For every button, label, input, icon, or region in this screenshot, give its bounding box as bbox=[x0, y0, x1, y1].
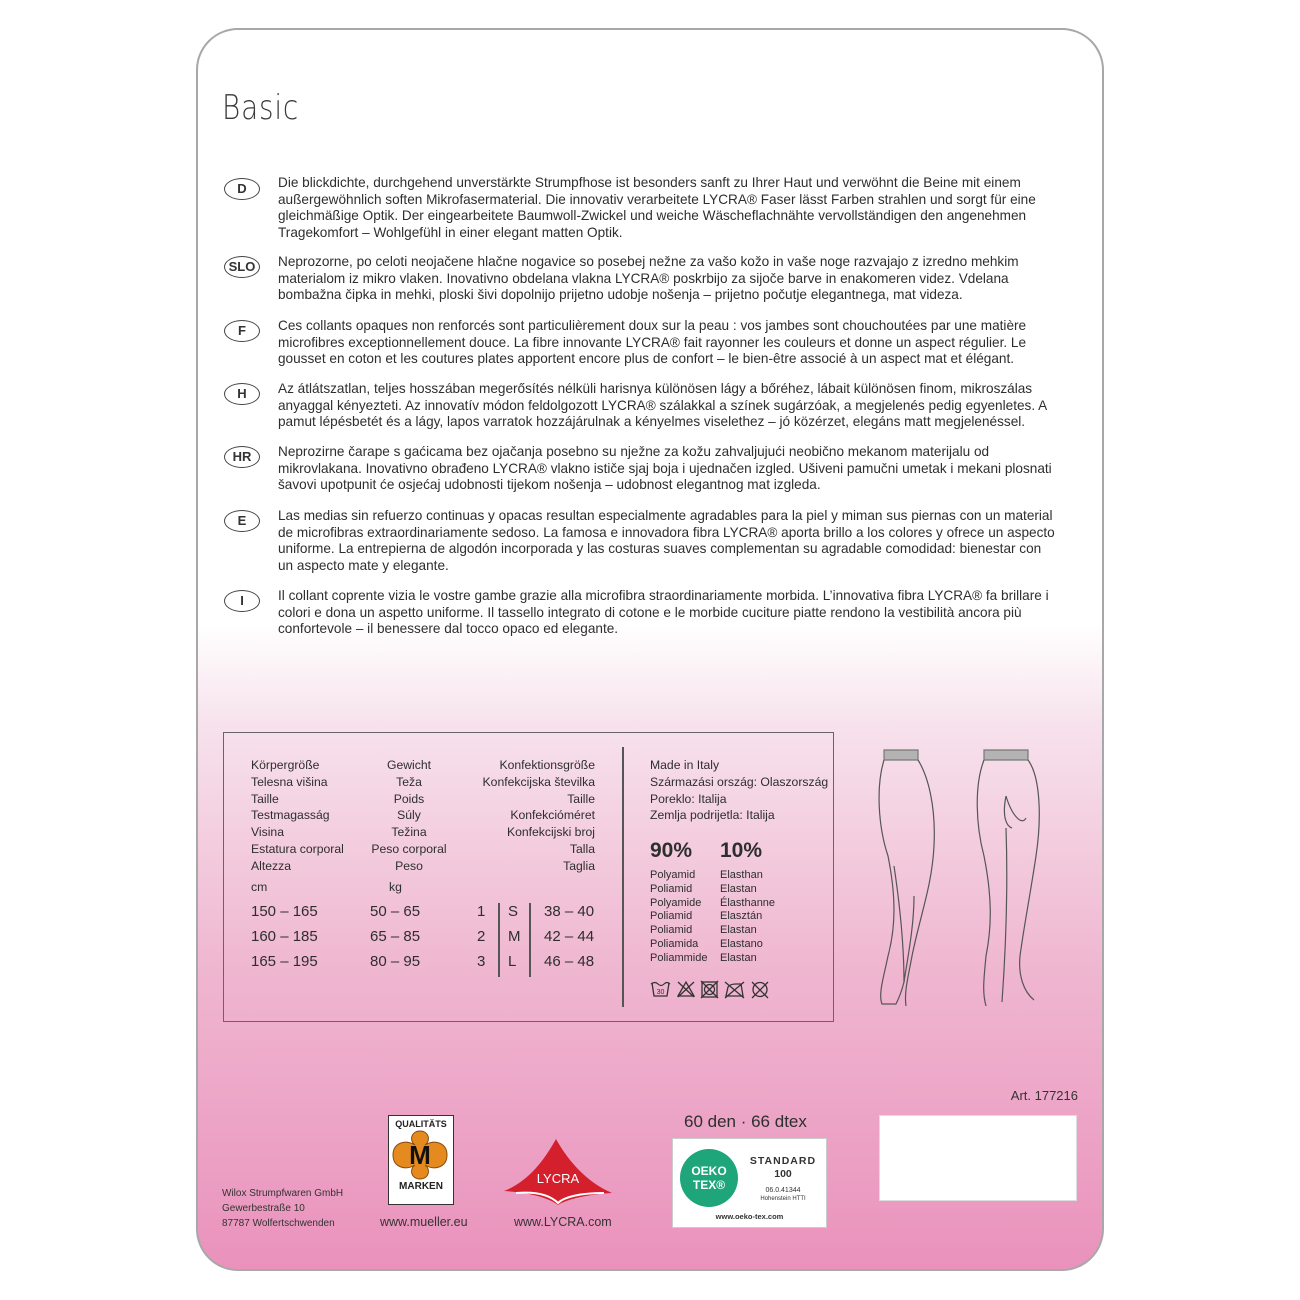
fiber-name: Elastan bbox=[720, 882, 757, 895]
weight-values bbox=[370, 899, 420, 974]
address-line: 87787 Wolfertschwenden bbox=[222, 1218, 335, 1229]
table-cell: 46 – 48 bbox=[544, 953, 595, 970]
weight-label-list bbox=[364, 757, 454, 875]
size-label-list bbox=[454, 757, 595, 875]
fiber-name: Poliamid bbox=[650, 924, 693, 937]
height-label: Visina bbox=[251, 825, 284, 840]
label-blank-field bbox=[879, 1115, 1077, 1201]
height-label: Testmagasság bbox=[251, 808, 330, 823]
fiber-name: Poliamid bbox=[650, 910, 693, 923]
size-label: Talla bbox=[569, 841, 595, 856]
fiber-name: Polyamid bbox=[650, 869, 696, 881]
height-label: Taille bbox=[251, 791, 279, 806]
oeko-badge-line2: TEX® bbox=[692, 1178, 726, 1192]
company-address bbox=[222, 1186, 343, 1231]
denier-info: 60 den · 66 dtex bbox=[684, 1112, 807, 1131]
table-cell: 150 – 165 bbox=[251, 903, 318, 920]
oeko-standard: STANDARD bbox=[749, 1155, 817, 1167]
product-title: Basic bbox=[222, 88, 300, 128]
height-label: Telesna višina bbox=[251, 774, 328, 789]
lang-badge-slo: SLO bbox=[224, 256, 260, 278]
fiber-name: Poliamid bbox=[650, 882, 693, 895]
lang-badge-f: F bbox=[224, 320, 260, 342]
table-cell: 160 – 185 bbox=[251, 928, 318, 945]
size-label: Konfektionsgröße bbox=[499, 758, 595, 772]
size-label: Taille bbox=[567, 791, 595, 806]
mueller-logo-top: QUALITÄTS bbox=[395, 1119, 447, 1129]
height-label: Körpergröße bbox=[251, 758, 320, 772]
table-cell: L bbox=[508, 953, 517, 970]
oeko-badge-line1: OEKO bbox=[691, 1164, 727, 1178]
fiber1-list bbox=[650, 869, 707, 966]
table-cell: 2 bbox=[477, 928, 486, 945]
origin-line: Made in Italy bbox=[650, 758, 720, 772]
size-label: Konfekcijski broj bbox=[506, 825, 595, 840]
polyamid-percent: 90% bbox=[650, 839, 693, 862]
fiber-name: Poliamida bbox=[650, 937, 699, 950]
lang-badge-hr: HR bbox=[224, 446, 260, 468]
table-cell: 65 – 85 bbox=[370, 928, 421, 945]
weight-label: Peso bbox=[395, 858, 423, 873]
fiber2-list bbox=[720, 869, 775, 966]
fiber-name: Polyamide bbox=[650, 896, 702, 909]
height-label-list bbox=[251, 757, 344, 875]
wash-temperature: 30 bbox=[656, 989, 665, 996]
lang-badge-h: H bbox=[224, 383, 260, 405]
table-cell: 165 – 195 bbox=[251, 953, 318, 970]
description-f: Ces collants opaques non renforcés sont particulièrement doux sur la peau : vos jambes sont chouchoutées par une matière microfibres exceptionnellement douce. La fibre innovante LYCRA® fait rayonner les couleurs et donne un aspect régulier. Le gousset en coton et les coutures plates apportent encore plus de confort – le bien-être associé à un aspect mat et élégant. bbox=[278, 318, 1027, 367]
mueller-emblem-icon bbox=[389, 1129, 451, 1181]
lang-badge-e: E bbox=[224, 510, 260, 532]
origin-line: Zemlja podrijetla: Italija bbox=[650, 808, 775, 823]
weight-label: Súly bbox=[397, 808, 421, 823]
oeko-institute: Hohenstein HTTI bbox=[760, 1196, 806, 1202]
tights-illustration bbox=[874, 746, 1042, 1016]
oeko-tex-badge-icon bbox=[678, 1147, 740, 1209]
fiber-name: Elastan bbox=[720, 924, 757, 937]
table-cell: S bbox=[508, 903, 519, 920]
lycra-logo bbox=[500, 1135, 616, 1207]
lycra-url: www.LYCRA.com bbox=[514, 1215, 612, 1229]
eu-size-values bbox=[544, 899, 594, 974]
oeko-code: 06.0.41344 bbox=[765, 1187, 801, 1194]
no-bleach-icon bbox=[678, 982, 694, 997]
origin-line: Poreklo: Italija bbox=[650, 791, 727, 806]
weight-label: Gewicht bbox=[386, 758, 432, 772]
elastan-percent: 10% bbox=[720, 839, 763, 862]
no-iron-icon bbox=[725, 982, 744, 998]
care-symbols bbox=[650, 979, 778, 1001]
lycra-logo-text: LYCRA bbox=[536, 1171, 580, 1186]
height-label: Estatura corporal bbox=[251, 841, 344, 856]
oeko-url: www.oeko-tex.com bbox=[715, 1212, 784, 1221]
size-label: Konfekcióméret bbox=[510, 808, 595, 823]
divider bbox=[498, 903, 500, 977]
lang-badge-d: D bbox=[224, 178, 260, 200]
address-line: Wilox Strumpfwaren GmbH bbox=[222, 1188, 344, 1199]
mueller-logo-letter: M bbox=[409, 1140, 431, 1170]
wash-30-icon bbox=[651, 983, 670, 997]
fiber-name: Poliammide bbox=[650, 951, 708, 964]
origin-list bbox=[650, 757, 828, 824]
description-slo: Neprozorne, po celoti neojačene hlačne nogavice so posebej nežne za vašo kožo in vaše noge razvajajo z izredno mehkim materialom iz mikro vlaken. Inovativno obdelana vlakna LYCRA® poskrbijo za sijoče barve in enakomeren videz. Vdelana bombažna čipka in mehki, ploski šivi dopolnijo prijetno udobje nošenja – prijetno počutje elegantnega, mat videza. bbox=[278, 254, 1019, 303]
weight-label: Peso corporal bbox=[371, 841, 447, 856]
weight-label: Poids bbox=[393, 791, 425, 806]
mueller-quality-logo bbox=[388, 1115, 454, 1205]
address-line: Gewerbestraße 10 bbox=[222, 1203, 305, 1214]
description-e: Las medias sin refuerzo continuas y opacas resultan especialmente agradables para la piel y miman sus piernas con un material de microfibras extraordinariamente sedoso. La famosa e innovadora fibra LYCRA® aporta brillo a los colores y ofrece un aspecto uniforme. La entrepierna de algodón incorporada y las costuras suaves complementan su agradable comodidad: bienestar con un aspecto mate y elegante. bbox=[278, 508, 1055, 573]
divider bbox=[622, 747, 624, 1007]
mueller-logo-bottom: MARKEN bbox=[399, 1181, 443, 1192]
table-cell: 38 – 40 bbox=[544, 903, 595, 920]
table-cell: 1 bbox=[477, 903, 486, 920]
lang-badge-i: I bbox=[224, 590, 260, 612]
no-tumble-dry-icon bbox=[701, 981, 718, 998]
description-hr: Neprozirne čarape s gaćicama bez ojačanja posebno su nježne za kožu zahvaljujući neobično mekanom materijalu od mikrovlakana. Inovativno obrađeno LYCRA® vlakno ističe sjaj boja i ujednačen izgled. Ušiveni pamučni umetak i mekani plosnati šavovi upotpunit će osjećaj udobnosti tijekom nošenja – udobnost elegantnog mat izgleda. bbox=[278, 444, 1052, 493]
tights-front-view bbox=[879, 750, 934, 1006]
weight-unit: kg bbox=[389, 880, 402, 894]
size-letter-values bbox=[508, 899, 521, 974]
mueller-url: www.mueller.eu bbox=[380, 1215, 468, 1229]
height-unit: cm bbox=[251, 880, 268, 894]
oeko-standard-number: 100 bbox=[774, 1168, 792, 1180]
table-cell: 42 – 44 bbox=[544, 928, 595, 945]
fiber-name: Elasztán bbox=[720, 910, 763, 923]
description-d: Die blickdichte, durchgehend unverstärkte Strumpfhose ist besonders sanft zu Ihrer Haut und verwöhnt die Beine mit einem außergewöhnlich soften Mikrofasermaterial. Die innovativ verarbeitete LYCRA® Faser lässt Farben strahlen und sorgt für eine gleichmäßige Optik. Der eingearbeitete Baumwoll-Zwickel und weiche Wäscheflachnähte vervollständigen den angenehmen Tragekomfort – Wohlgefühl in einer elegant matten Optik. bbox=[278, 175, 1036, 240]
description-h: Az átlátszatlan, teljes hosszában megerősítés nélküli harisnya különösen lágy a bőréhez, lábait különösen finom, mikroszálas anyaggal kényezteti. Az innovatív módon feldolgozott LYCRA® szálakkal a színek sugárzóak, a megjelenés pedig egyenletes. A pamut lépésbetét és a lágy, lapos varratok hozzájárulnak a kényelmes viselethez – jó közérzet, elegáns matt megjelenéssel. bbox=[278, 381, 1047, 430]
fiber-name: Elastano bbox=[720, 937, 763, 950]
fiber-name: Elasthan bbox=[720, 869, 763, 881]
article-number: Art. 177216 bbox=[1010, 1088, 1078, 1103]
size-label: Konfekcijska številka bbox=[482, 774, 595, 789]
description-i: Il collant coprente vizia le vostre gambe grazie alla microfibra straordinariamente morbida. L’innovativa fibra LYCRA® fa brillare i colori e dona un aspetto uniforme. Il tassello integrato di cotone e le morbide cuciture piatte rendono la vestibilità ancora più confortevole – il benessere dal tocco opaco ed elegante. bbox=[278, 588, 1049, 637]
weight-label: Težina bbox=[391, 825, 427, 840]
package-back bbox=[196, 28, 1104, 1271]
height-values bbox=[251, 899, 318, 974]
divider bbox=[529, 903, 531, 977]
no-dry-clean-icon bbox=[752, 982, 768, 998]
table-cell: 80 – 95 bbox=[370, 953, 421, 970]
fiber-name: Elastan bbox=[720, 951, 757, 964]
tights-back-view bbox=[977, 750, 1039, 1006]
weight-label: Teža bbox=[396, 774, 422, 789]
origin-line: Származási ország: Olaszország bbox=[650, 774, 829, 789]
fiber-name: Élasthanne bbox=[720, 896, 776, 909]
size-number-values bbox=[477, 899, 485, 974]
size-table bbox=[223, 732, 834, 1022]
table-cell: M bbox=[508, 928, 521, 945]
height-label: Altezza bbox=[251, 858, 291, 873]
oeko-tex-label bbox=[672, 1138, 827, 1228]
table-cell: 3 bbox=[477, 953, 486, 970]
table-cell: 50 – 65 bbox=[370, 903, 421, 920]
size-label: Taglia bbox=[563, 858, 595, 873]
